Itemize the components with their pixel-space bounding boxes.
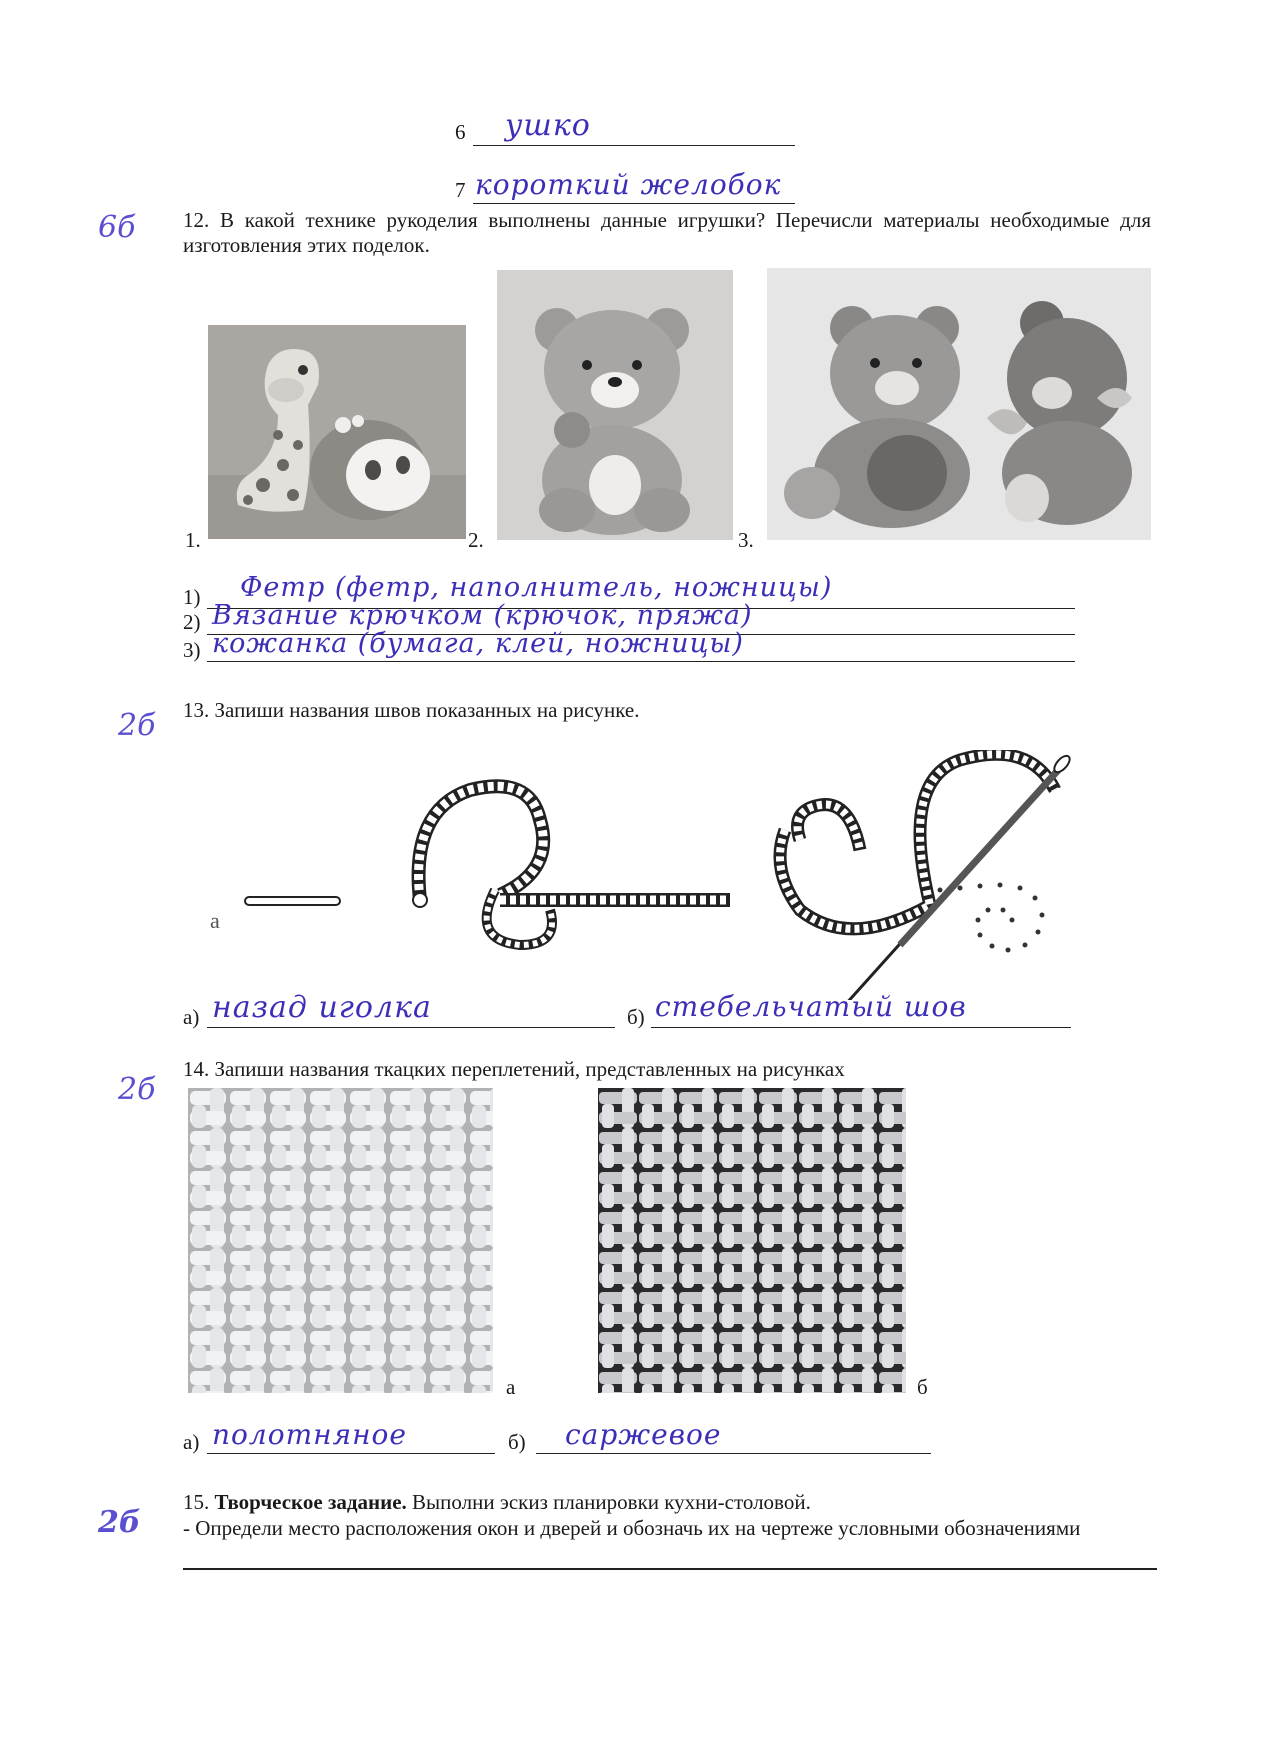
q14-answer-b-handwriting: саржевое (565, 1418, 722, 1451)
q15-bold-title: Творческое задание. (214, 1490, 407, 1514)
q12-answer-2-number: 2) (183, 610, 201, 634)
answer-7-line (473, 203, 795, 204)
q12-text: 12. В какой технике рукоделия выполнены данные игрушки? Перечисли материалы необходимые для изготовления этих поделок. (183, 208, 1151, 257)
q14-score: 2б (118, 1072, 156, 1107)
q15-score: 2б (98, 1505, 141, 1540)
weave-a-label: а (506, 1375, 516, 1399)
weave-b-label: б (917, 1375, 928, 1399)
answer-6-handwriting: ушко (505, 108, 591, 143)
q15-text: Выполни эскиз планировки кухни-столовой. (412, 1490, 811, 1514)
answer-7-number: 7 (455, 178, 466, 202)
fabric-bears-photo (767, 268, 1151, 540)
q12-score: 6б (98, 210, 136, 245)
q13-figure-label: а (210, 908, 220, 933)
q12-answer-1-handwriting: Фетр (фетр, наполнитель, ножницы) (240, 572, 833, 603)
q13-answer-a-line (207, 1027, 615, 1028)
q13-answer-b-label: б) (627, 1005, 645, 1029)
q13-answer-b-handwriting: стебельчатый шов (655, 990, 967, 1023)
answer-7-handwriting: короткий желобок (475, 168, 782, 201)
q13-answer-b-line (651, 1027, 1071, 1028)
q14-answer-a-line (207, 1453, 495, 1454)
q12-answer-3-handwriting: кожанка (бумага, клей, ножницы) (212, 628, 744, 659)
q15-number: 15. (183, 1490, 210, 1514)
q13-score: 2б (118, 708, 156, 743)
answer-6-number: 6 (455, 120, 466, 144)
q12-answer-2-handwriting: Вязание крючком (крючок, пряжа) (212, 600, 753, 631)
twill-weave-image (598, 1088, 906, 1393)
stitch-illustration (200, 750, 1180, 1000)
photo-1-label: 1. (185, 528, 201, 552)
crochet-bear-photo (497, 270, 733, 540)
q15-underline (183, 1568, 1157, 1570)
q14-answer-a-handwriting: полотняное (212, 1418, 407, 1451)
q14-answer-b-label: б) (508, 1430, 526, 1454)
q14-answer-b-line (536, 1453, 931, 1454)
q13-answer-a-handwriting: назад иголка (212, 990, 432, 1025)
photo-3-label: 3. (738, 528, 754, 552)
q15-heading (183, 1490, 1151, 1515)
photo-2-label: 2. (468, 528, 484, 552)
q12-answer-3-line (207, 661, 1075, 662)
answer-6-line (473, 145, 795, 146)
felt-toys-photo (208, 325, 466, 539)
plain-weave-image (188, 1088, 493, 1393)
q15-instruction: - Определи место расположения окон и дверей и обозначь их на чертеже условными обозначениями (183, 1516, 1081, 1540)
q12-answer-1-number: 1) (183, 585, 201, 609)
q13-text: 13. Запиши названия швов показанных на рисунке. (183, 698, 640, 722)
q14-answer-a-label: а) (183, 1430, 200, 1454)
q12-answer-3-number: 3) (183, 638, 201, 662)
q14-text: 14. Запиши названия ткацких переплетений, представленных на рисунках (183, 1057, 845, 1081)
q13-answer-a-label: а) (183, 1005, 200, 1029)
